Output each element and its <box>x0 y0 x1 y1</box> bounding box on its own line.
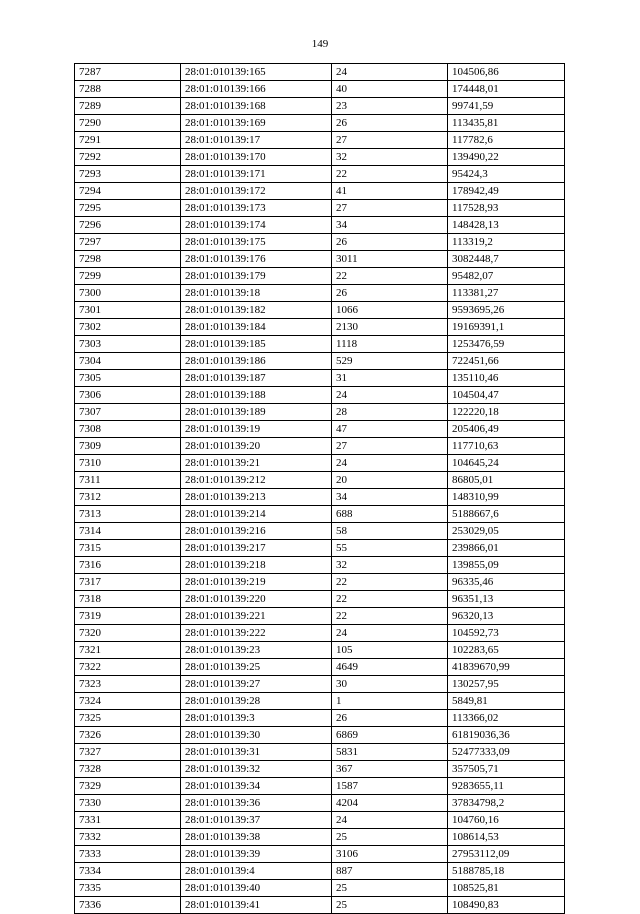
row-number-cell: 7313 <box>75 506 181 523</box>
area-cell: 22 <box>332 591 448 608</box>
table-row <box>75 540 565 557</box>
value-cell: 139490,22 <box>448 149 565 166</box>
table-row <box>75 115 565 132</box>
value-cell: 113381,27 <box>448 285 565 302</box>
area-cell: 41 <box>332 183 448 200</box>
area-cell: 22 <box>332 166 448 183</box>
value-cell: 61819036,36 <box>448 727 565 744</box>
row-number-cell: 7336 <box>75 897 181 914</box>
cadastral-number-cell: 28:01:010139:25 <box>181 659 332 676</box>
area-cell: 58 <box>332 523 448 540</box>
table-row <box>75 846 565 863</box>
cadastral-number-cell: 28:01:010139:179 <box>181 268 332 285</box>
area-cell: 32 <box>332 149 448 166</box>
table-row <box>75 591 565 608</box>
value-cell: 52477333,09 <box>448 744 565 761</box>
table-row <box>75 166 565 183</box>
value-cell: 117528,93 <box>448 200 565 217</box>
value-cell: 99741,59 <box>448 98 565 115</box>
value-cell: 239866,01 <box>448 540 565 557</box>
row-number-cell: 7320 <box>75 625 181 642</box>
cadastral-number-cell: 28:01:010139:3 <box>181 710 332 727</box>
row-number-cell: 7314 <box>75 523 181 540</box>
table-row <box>75 285 565 302</box>
table-row <box>75 302 565 319</box>
area-cell: 24 <box>332 812 448 829</box>
table-row <box>75 353 565 370</box>
cadastral-number-cell: 28:01:010139:172 <box>181 183 332 200</box>
value-cell: 113435,81 <box>448 115 565 132</box>
cadastral-number-cell: 28:01:010139:32 <box>181 761 332 778</box>
cadastral-number-cell: 28:01:010139:213 <box>181 489 332 506</box>
value-cell: 37834798,2 <box>448 795 565 812</box>
cadastral-number-cell: 28:01:010139:36 <box>181 795 332 812</box>
cadastral-number-cell: 28:01:010139:218 <box>181 557 332 574</box>
area-cell: 25 <box>332 897 448 914</box>
value-cell: 104592,73 <box>448 625 565 642</box>
row-number-cell: 7315 <box>75 540 181 557</box>
row-number-cell: 7308 <box>75 421 181 438</box>
table-row <box>75 829 565 846</box>
cadastral-number-cell: 28:01:010139:189 <box>181 404 332 421</box>
row-number-cell: 7312 <box>75 489 181 506</box>
row-number-cell: 7319 <box>75 608 181 625</box>
row-number-cell: 7317 <box>75 574 181 591</box>
value-cell: 117710,63 <box>448 438 565 455</box>
value-cell: 41839670,99 <box>448 659 565 676</box>
cadastral-number-cell: 28:01:010139:221 <box>181 608 332 625</box>
cadastral-number-cell: 28:01:010139:19 <box>181 421 332 438</box>
value-cell: 96320,13 <box>448 608 565 625</box>
row-number-cell: 7311 <box>75 472 181 489</box>
value-cell: 108525,81 <box>448 880 565 897</box>
row-number-cell: 7316 <box>75 557 181 574</box>
row-number-cell: 7326 <box>75 727 181 744</box>
cadastral-number-cell: 28:01:010139:188 <box>181 387 332 404</box>
row-number-cell: 7297 <box>75 234 181 251</box>
row-number-cell: 7321 <box>75 642 181 659</box>
cadastral-number-cell: 28:01:010139:212 <box>181 472 332 489</box>
area-cell: 30 <box>332 676 448 693</box>
row-number-cell: 7295 <box>75 200 181 217</box>
row-number-cell: 7323 <box>75 676 181 693</box>
area-cell: 1587 <box>332 778 448 795</box>
value-cell: 5188785,18 <box>448 863 565 880</box>
cadastral-number-cell: 28:01:010139:168 <box>181 98 332 115</box>
cadastral-number-cell: 28:01:010139:40 <box>181 880 332 897</box>
cadastral-number-cell: 28:01:010139:186 <box>181 353 332 370</box>
area-cell: 4649 <box>332 659 448 676</box>
cadastral-number-cell: 28:01:010139:30 <box>181 727 332 744</box>
area-cell: 27 <box>332 200 448 217</box>
cadastral-number-cell: 28:01:010139:37 <box>181 812 332 829</box>
row-number-cell: 7335 <box>75 880 181 897</box>
value-cell: 205406,49 <box>448 421 565 438</box>
cadastral-number-cell: 28:01:010139:174 <box>181 217 332 234</box>
table-row <box>75 863 565 880</box>
value-cell: 5188667,6 <box>448 506 565 523</box>
table-row <box>75 625 565 642</box>
value-cell: 104760,16 <box>448 812 565 829</box>
value-cell: 104504,47 <box>448 387 565 404</box>
cadastral-number-cell: 28:01:010139:165 <box>181 64 332 81</box>
cadastral-number-cell: 28:01:010139:222 <box>181 625 332 642</box>
cadastral-number-cell: 28:01:010139:214 <box>181 506 332 523</box>
table-row <box>75 489 565 506</box>
row-number-cell: 7309 <box>75 438 181 455</box>
area-cell: 5831 <box>332 744 448 761</box>
cadastral-number-cell: 28:01:010139:23 <box>181 642 332 659</box>
value-cell: 5849,81 <box>448 693 565 710</box>
row-number-cell: 7288 <box>75 81 181 98</box>
cadastral-number-cell: 28:01:010139:176 <box>181 251 332 268</box>
row-number-cell: 7310 <box>75 455 181 472</box>
row-number-cell: 7332 <box>75 829 181 846</box>
value-cell: 86805,01 <box>448 472 565 489</box>
table-row <box>75 387 565 404</box>
area-cell: 24 <box>332 625 448 642</box>
value-cell: 27953112,09 <box>448 846 565 863</box>
table-row <box>75 795 565 812</box>
area-cell: 25 <box>332 880 448 897</box>
value-cell: 148428,13 <box>448 217 565 234</box>
value-cell: 104645,24 <box>448 455 565 472</box>
table-row <box>75 421 565 438</box>
value-cell: 95424,3 <box>448 166 565 183</box>
cadastral-number-cell: 28:01:010139:217 <box>181 540 332 557</box>
area-cell: 23 <box>332 98 448 115</box>
cadastral-number-cell: 28:01:010139:38 <box>181 829 332 846</box>
row-number-cell: 7303 <box>75 336 181 353</box>
cadastral-number-cell: 28:01:010139:185 <box>181 336 332 353</box>
area-cell: 31 <box>332 370 448 387</box>
table-row <box>75 234 565 251</box>
cadastral-number-cell: 28:01:010139:4 <box>181 863 332 880</box>
area-cell: 22 <box>332 608 448 625</box>
value-cell: 722451,66 <box>448 353 565 370</box>
row-number-cell: 7307 <box>75 404 181 421</box>
row-number-cell: 7299 <box>75 268 181 285</box>
table-row <box>75 897 565 914</box>
row-number-cell: 7328 <box>75 761 181 778</box>
page-number: 149 <box>311 38 329 50</box>
row-number-cell: 7300 <box>75 285 181 302</box>
row-number-cell: 7330 <box>75 795 181 812</box>
value-cell: 253029,05 <box>448 523 565 540</box>
row-number-cell: 7296 <box>75 217 181 234</box>
table-row <box>75 761 565 778</box>
table-row <box>75 64 565 81</box>
row-number-cell: 7304 <box>75 353 181 370</box>
table-row <box>75 659 565 676</box>
area-cell: 55 <box>332 540 448 557</box>
table-row <box>75 370 565 387</box>
area-cell: 367 <box>332 761 448 778</box>
row-number-cell: 7302 <box>75 319 181 336</box>
table-row <box>75 98 565 115</box>
cadastral-number-cell: 28:01:010139:18 <box>181 285 332 302</box>
value-cell: 3082448,7 <box>448 251 565 268</box>
area-cell: 40 <box>332 81 448 98</box>
area-cell: 26 <box>332 115 448 132</box>
table-row <box>75 455 565 472</box>
row-number-cell: 7333 <box>75 846 181 863</box>
value-cell: 19169391,1 <box>448 319 565 336</box>
value-cell: 148310,99 <box>448 489 565 506</box>
area-cell: 22 <box>332 574 448 591</box>
cadastral-number-cell: 28:01:010139:41 <box>181 897 332 914</box>
area-cell: 1118 <box>332 336 448 353</box>
cadastral-number-cell: 28:01:010139:27 <box>181 676 332 693</box>
area-cell: 27 <box>332 132 448 149</box>
value-cell: 135110,46 <box>448 370 565 387</box>
cadastral-number-cell: 28:01:010139:21 <box>181 455 332 472</box>
row-number-cell: 7287 <box>75 64 181 81</box>
table-row <box>75 200 565 217</box>
value-cell: 113319,2 <box>448 234 565 251</box>
table-row <box>75 438 565 455</box>
area-cell: 22 <box>332 268 448 285</box>
area-cell: 24 <box>332 64 448 81</box>
row-number-cell: 7292 <box>75 149 181 166</box>
area-cell: 34 <box>332 217 448 234</box>
table-row <box>75 812 565 829</box>
cadastral-number-cell: 28:01:010139:169 <box>181 115 332 132</box>
table-row <box>75 778 565 795</box>
area-cell: 26 <box>332 710 448 727</box>
table-row <box>75 183 565 200</box>
area-cell: 25 <box>332 829 448 846</box>
row-number-cell: 7325 <box>75 710 181 727</box>
area-cell: 20 <box>332 472 448 489</box>
table-row <box>75 149 565 166</box>
table-row <box>75 642 565 659</box>
table-row <box>75 574 565 591</box>
area-cell: 24 <box>332 455 448 472</box>
table-row <box>75 676 565 693</box>
area-cell: 28 <box>332 404 448 421</box>
value-cell: 122220,18 <box>448 404 565 421</box>
table-row <box>75 693 565 710</box>
table-row <box>75 268 565 285</box>
area-cell: 529 <box>332 353 448 370</box>
value-cell: 104506,86 <box>448 64 565 81</box>
value-cell: 117782,6 <box>448 132 565 149</box>
area-cell: 4204 <box>332 795 448 812</box>
value-cell: 96335,46 <box>448 574 565 591</box>
row-number-cell: 7318 <box>75 591 181 608</box>
table-row <box>75 472 565 489</box>
table-row <box>75 744 565 761</box>
table-body <box>75 64 565 914</box>
row-number-cell: 7301 <box>75 302 181 319</box>
row-number-cell: 7322 <box>75 659 181 676</box>
area-cell: 1066 <box>332 302 448 319</box>
area-cell: 32 <box>332 557 448 574</box>
table-row <box>75 710 565 727</box>
cadastral-number-cell: 28:01:010139:17 <box>181 132 332 149</box>
row-number-cell: 7331 <box>75 812 181 829</box>
cadastral-number-cell: 28:01:010139:170 <box>181 149 332 166</box>
row-number-cell: 7327 <box>75 744 181 761</box>
cadastral-number-cell: 28:01:010139:166 <box>181 81 332 98</box>
row-number-cell: 7290 <box>75 115 181 132</box>
row-number-cell: 7294 <box>75 183 181 200</box>
cadastral-number-cell: 28:01:010139:219 <box>181 574 332 591</box>
value-cell: 178942,49 <box>448 183 565 200</box>
row-number-cell: 7334 <box>75 863 181 880</box>
area-cell: 1 <box>332 693 448 710</box>
table-row <box>75 727 565 744</box>
value-cell: 95482,07 <box>448 268 565 285</box>
cadastral-number-cell: 28:01:010139:175 <box>181 234 332 251</box>
cadastral-number-cell: 28:01:010139:184 <box>181 319 332 336</box>
area-cell: 26 <box>332 285 448 302</box>
area-cell: 2130 <box>332 319 448 336</box>
table-row <box>75 217 565 234</box>
cadastral-number-cell: 28:01:010139:173 <box>181 200 332 217</box>
area-cell: 27 <box>332 438 448 455</box>
row-number-cell: 7324 <box>75 693 181 710</box>
cadastral-number-cell: 28:01:010139:20 <box>181 438 332 455</box>
value-cell: 174448,01 <box>448 81 565 98</box>
value-cell: 9593695,26 <box>448 302 565 319</box>
value-cell: 357505,71 <box>448 761 565 778</box>
cadastral-number-cell: 28:01:010139:31 <box>181 744 332 761</box>
cadastral-number-cell: 28:01:010139:187 <box>181 370 332 387</box>
table-row <box>75 608 565 625</box>
row-number-cell: 7329 <box>75 778 181 795</box>
data-table <box>74 63 565 914</box>
value-cell: 102283,65 <box>448 642 565 659</box>
cadastral-number-cell: 28:01:010139:220 <box>181 591 332 608</box>
area-cell: 105 <box>332 642 448 659</box>
area-cell: 24 <box>332 387 448 404</box>
row-number-cell: 7305 <box>75 370 181 387</box>
area-cell: 26 <box>332 234 448 251</box>
row-number-cell: 7289 <box>75 98 181 115</box>
cadastral-number-cell: 28:01:010139:171 <box>181 166 332 183</box>
row-number-cell: 7291 <box>75 132 181 149</box>
area-cell: 3011 <box>332 251 448 268</box>
value-cell: 113366,02 <box>448 710 565 727</box>
table-row <box>75 319 565 336</box>
row-number-cell: 7298 <box>75 251 181 268</box>
table-row <box>75 523 565 540</box>
row-number-cell: 7306 <box>75 387 181 404</box>
table-row <box>75 506 565 523</box>
table-row <box>75 336 565 353</box>
area-cell: 47 <box>332 421 448 438</box>
table-row <box>75 557 565 574</box>
table-row <box>75 404 565 421</box>
area-cell: 3106 <box>332 846 448 863</box>
area-cell: 688 <box>332 506 448 523</box>
row-number-cell: 7293 <box>75 166 181 183</box>
value-cell: 130257,95 <box>448 676 565 693</box>
value-cell: 1253476,59 <box>448 336 565 353</box>
cadastral-number-cell: 28:01:010139:28 <box>181 693 332 710</box>
cadastral-number-cell: 28:01:010139:39 <box>181 846 332 863</box>
table-row <box>75 132 565 149</box>
value-cell: 96351,13 <box>448 591 565 608</box>
value-cell: 108614,53 <box>448 829 565 846</box>
cadastral-number-cell: 28:01:010139:182 <box>181 302 332 319</box>
area-cell: 6869 <box>332 727 448 744</box>
area-cell: 34 <box>332 489 448 506</box>
table-row <box>75 251 565 268</box>
value-cell: 9283655,11 <box>448 778 565 795</box>
cadastral-number-cell: 28:01:010139:34 <box>181 778 332 795</box>
area-cell: 887 <box>332 863 448 880</box>
table-row <box>75 880 565 897</box>
table-row <box>75 81 565 98</box>
value-cell: 139855,09 <box>448 557 565 574</box>
value-cell: 108490,83 <box>448 897 565 914</box>
cadastral-number-cell: 28:01:010139:216 <box>181 523 332 540</box>
